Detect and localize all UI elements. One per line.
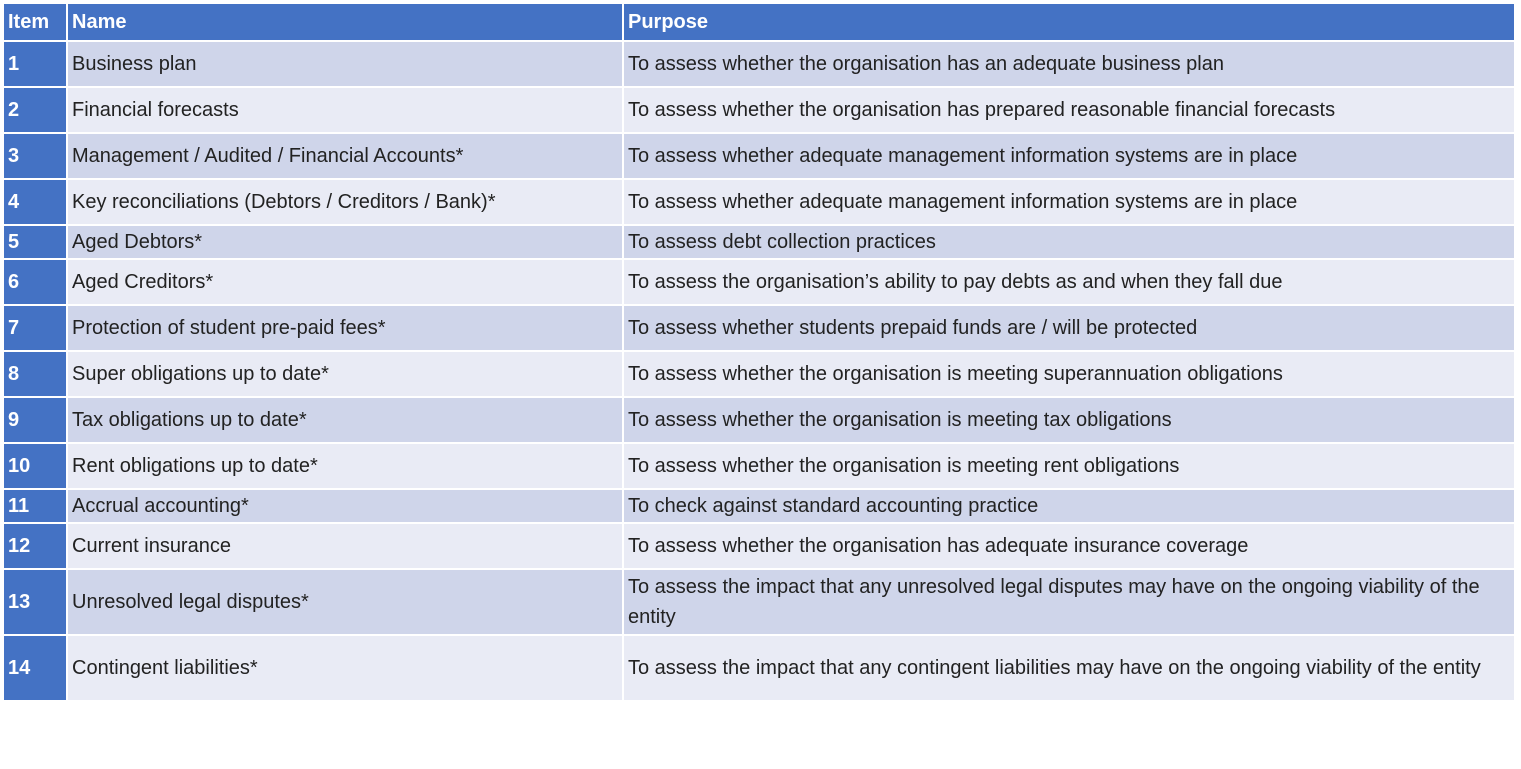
row-item-number: 11 xyxy=(3,489,67,523)
row-item-number: 6 xyxy=(3,259,67,305)
row-name: Super obligations up to date* xyxy=(67,351,623,397)
table-row xyxy=(3,397,1515,443)
table-row xyxy=(3,133,1515,179)
header-item: Item xyxy=(3,3,67,41)
row-item-number: 14 xyxy=(3,635,67,701)
row-purpose: To assess whether the organisation has adequate insurance coverage xyxy=(623,523,1515,569)
row-name: Rent obligations up to date* xyxy=(67,443,623,489)
row-name: Aged Debtors* xyxy=(67,225,623,259)
row-purpose: To assess the impact that any contingent liabilities may have on the ongoing viability of the entity xyxy=(623,635,1515,701)
table-row xyxy=(3,351,1515,397)
row-name: Key reconciliations (Debtors / Creditors / Bank)* xyxy=(67,179,623,225)
row-purpose: To assess whether adequate management information systems are in place xyxy=(623,179,1515,225)
table-row xyxy=(3,41,1515,87)
header-row xyxy=(3,3,1515,41)
table-body xyxy=(3,41,1515,701)
row-item-number: 8 xyxy=(3,351,67,397)
row-name: Tax obligations up to date* xyxy=(67,397,623,443)
row-item-number: 2 xyxy=(3,87,67,133)
row-item-number: 3 xyxy=(3,133,67,179)
table-row xyxy=(3,443,1515,489)
row-item-number: 1 xyxy=(3,41,67,87)
row-name: Protection of student pre-paid fees* xyxy=(67,305,623,351)
row-purpose: To check against standard accounting practice xyxy=(623,489,1515,523)
table-row xyxy=(3,87,1515,133)
financial-documents-table xyxy=(2,2,1516,702)
row-purpose: To assess whether the organisation is meeting rent obligations xyxy=(623,443,1515,489)
row-name: Accrual accounting* xyxy=(67,489,623,523)
header-purpose: Purpose xyxy=(623,3,1515,41)
row-purpose: To assess whether the organisation is meeting superannuation obligations xyxy=(623,351,1515,397)
row-purpose: To assess whether adequate management information systems are in place xyxy=(623,133,1515,179)
row-purpose: To assess whether the organisation has an adequate business plan xyxy=(623,41,1515,87)
row-purpose: To assess the organisation’s ability to pay debts as and when they fall due xyxy=(623,259,1515,305)
row-name: Management / Audited / Financial Accounts* xyxy=(67,133,623,179)
row-purpose: To assess whether the organisation is meeting tax obligations xyxy=(623,397,1515,443)
row-item-number: 9 xyxy=(3,397,67,443)
row-name: Aged Creditors* xyxy=(67,259,623,305)
row-item-number: 12 xyxy=(3,523,67,569)
row-name: Unresolved legal disputes* xyxy=(67,569,623,635)
table-row xyxy=(3,225,1515,259)
row-purpose: To assess whether the organisation has prepared reasonable financial forecasts xyxy=(623,87,1515,133)
row-name: Business plan xyxy=(67,41,623,87)
row-item-number: 10 xyxy=(3,443,67,489)
table-row xyxy=(3,569,1515,635)
header-name: Name xyxy=(67,3,623,41)
row-name: Contingent liabilities* xyxy=(67,635,623,701)
row-item-number: 4 xyxy=(3,179,67,225)
row-name: Current insurance xyxy=(67,523,623,569)
table-row xyxy=(3,305,1515,351)
row-name: Financial forecasts xyxy=(67,87,623,133)
row-item-number: 5 xyxy=(3,225,67,259)
table-row xyxy=(3,489,1515,523)
table-row xyxy=(3,523,1515,569)
table-row xyxy=(3,259,1515,305)
row-item-number: 7 xyxy=(3,305,67,351)
table-row xyxy=(3,635,1515,701)
row-purpose: To assess the impact that any unresolved legal disputes may have on the ongoing viability of the entity xyxy=(623,569,1515,635)
table-header xyxy=(3,3,1515,41)
row-purpose: To assess whether students prepaid funds are / will be protected xyxy=(623,305,1515,351)
row-purpose: To assess debt collection practices xyxy=(623,225,1515,259)
row-item-number: 13 xyxy=(3,569,67,635)
table-row xyxy=(3,179,1515,225)
